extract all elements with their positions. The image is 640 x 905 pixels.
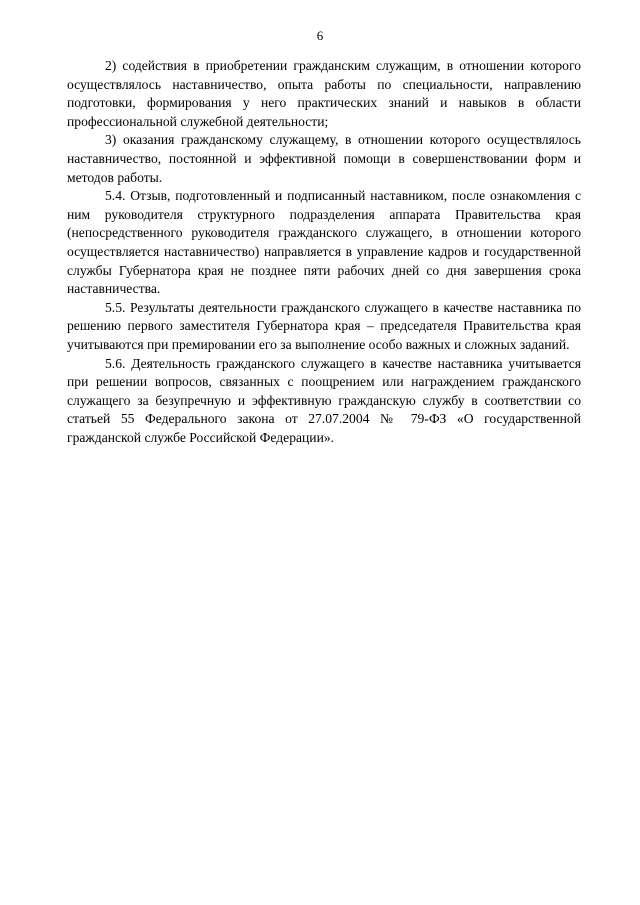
- document-body: [67, 57, 581, 447]
- paragraph-clause-5-4: 5.4. Отзыв, подготовленный и подписанный наставником, после ознакомления с ним руководителя структурного подразделения аппарата Правительства края (непосредственного руководителя гражданского служащего, в отношении которого осуществляется наставничество) направляется в управление кадров и государственной службы Губернатора края не позднее пяти рабочих дней со дня завершения срока наставничества.: [67, 188, 581, 297]
- page-number: 6: [316, 28, 324, 43]
- paragraph-clause-5-6: 5.6. Деятельность гражданского служащего в качестве наставника учитывается при решении вопросов, связанных с поощрением или награждением гражданского служащего за безупречную и эффективную гражданскую службу в соответствии со статьей 55 Федерального закона от 27.07.2004 № 79-ФЗ «О государственной гражданской службе Российской Федерации».: [67, 355, 581, 445]
- paragraph-item-2: 2) содействия в приобретении гражданским служащим, в отношении которого осуществлялось наставничество, опыта работы по специальности, направлению подготовки, формирования у него практических знаний и навыков в области профессиональной служебной деятельности;: [67, 58, 581, 129]
- paragraph-clause-5-5: 5.5. Результаты деятельности гражданского служащего в качестве наставника по решению первого заместителя Губернатора края – председателя Правительства края учитываются при премировании его за выполнение особо важных и сложных заданий.: [67, 299, 581, 352]
- paragraph-item-3: 3) оказания гражданскому служащему, в отношении которого осуществлялось наставничество, постоянной и эффективной помощи в совершенствовании форм и методов работы.: [67, 132, 581, 185]
